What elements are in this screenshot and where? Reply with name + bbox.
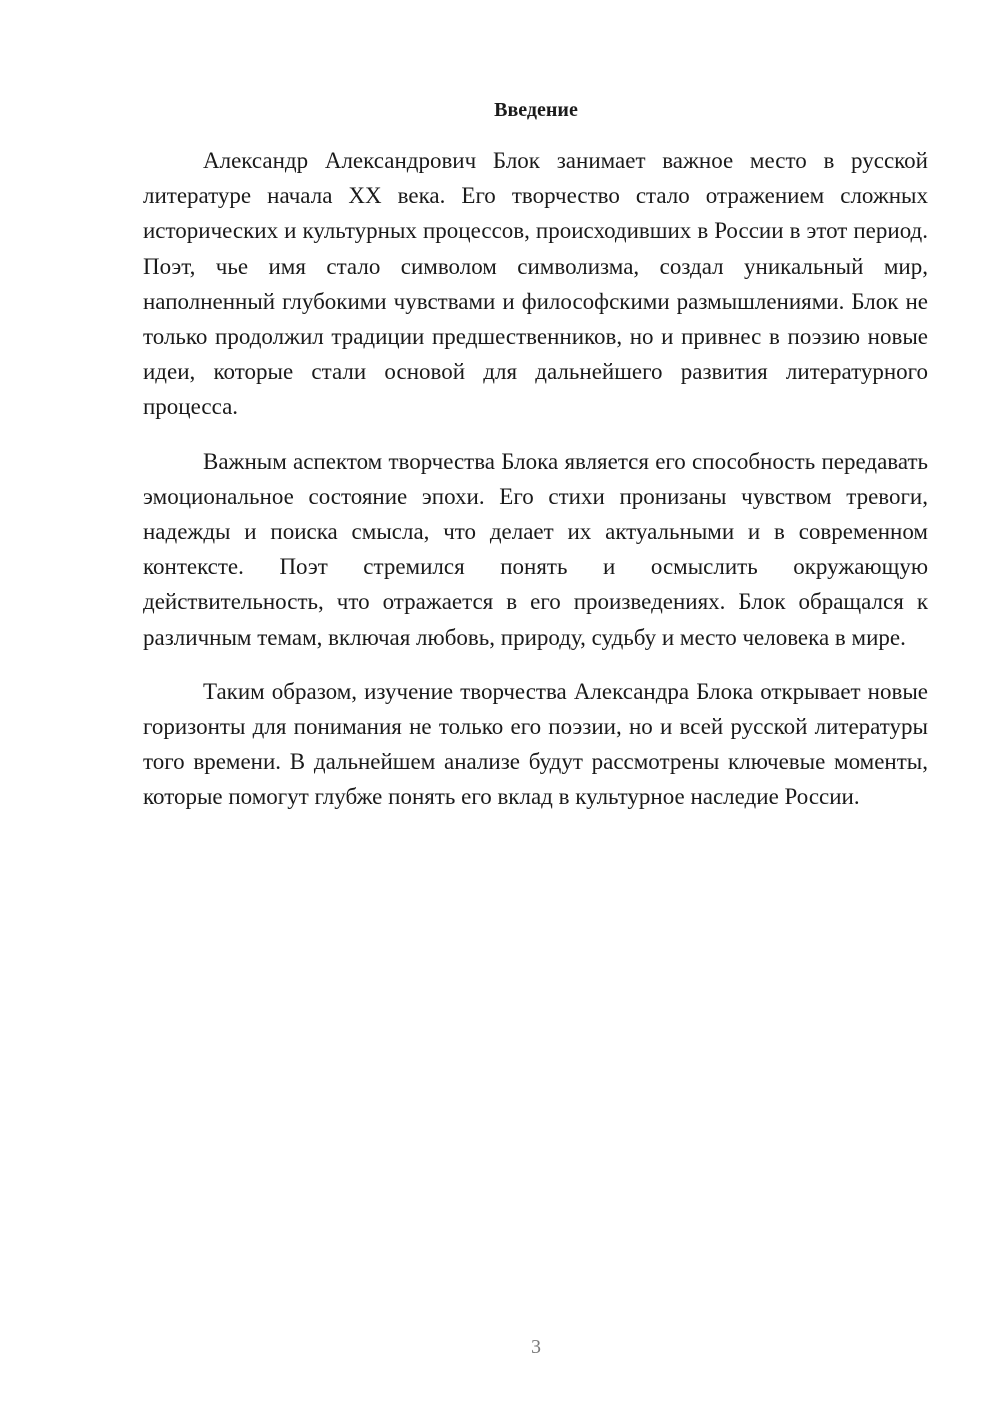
- document-body: [143, 143, 928, 834]
- paragraph-3: Таким образом, изучение творчества Александра Блока открывает новые горизонты для понимания не только его поэзии, но и всей русской литературы того времени. В дальнейшем анализе будут рассмотрены ключевые моменты, которые помогут глубже понять его вклад в культурное наследие России.: [143, 678, 928, 810]
- section-title: Введение: [494, 99, 578, 121]
- page-number: 3: [531, 1336, 541, 1358]
- paragraph-2: Важным аспектом творчества Блока является его способность передавать эмоциональное состояние эпохи. Его стихи пронизаны чувством тревоги, надежды и поиска смысла, что делает их актуальными и в современном контексте. Поэт стремился понять и осмыслить окружающую действительность, что отражается в его произведениях. Блок обращался к различным темам, включая любовь, природу, судьбу и место человека в мире.: [143, 448, 928, 650]
- paragraph-1: Александр Александрович Блок занимает важное место в русской литературе начала XX века. Его творчество стало отражением сложных исторических и культурных процессов, происходивших в России в этот период. Поэт, чье имя стало символом символизма, создал уникальный мир, наполненный глубокими чувствами и философскими размышлениями. Блок не только продолжил традиции предшественников, но и привнес в поэзию новые идеи, которые стали основой для дальнейшего развития литературного процесса.: [143, 148, 928, 420]
